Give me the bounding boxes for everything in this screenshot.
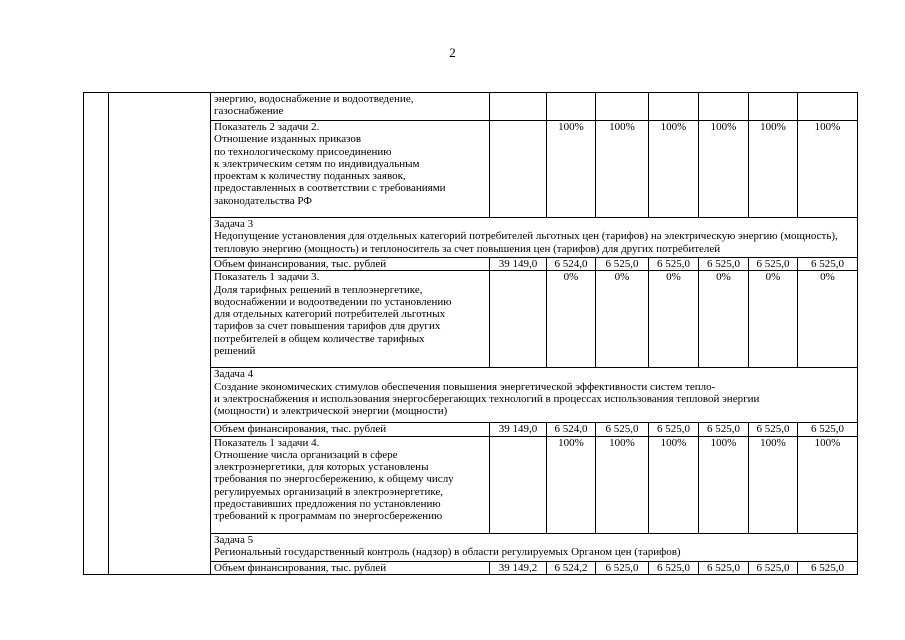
financing-value-cell: 6 525,0 [798, 258, 858, 271]
financing-value-cell: 39 149,0 [490, 423, 547, 436]
page-number: 2 [449, 45, 456, 60]
value-cell: 100% [596, 436, 649, 533]
value-cell: 100% [798, 121, 858, 218]
value-cell: 100% [699, 436, 749, 533]
financing-value-cell: 6 525,0 [649, 423, 699, 436]
value-cell: 0% [547, 271, 596, 368]
value-cell: 100% [547, 436, 596, 533]
financing-value-cell: 6 525,0 [699, 258, 749, 271]
financing-label-cell: Объем финансирования, тыс. рублей [211, 561, 490, 574]
indicator-text-cell: Показатель 2 задачи 2. Отношение изданных приказов по технологическому присоединению к электрическим сетям по индивидуальным проектам к количеству поданных заявок, предоставленных в соответствии с требованиями законодательства РФ [211, 121, 490, 218]
financing-value-cell: 6 524,0 [547, 258, 596, 271]
financing-value-cell: 39 149,2 [490, 561, 547, 574]
value-cell: 0% [649, 271, 699, 368]
financing-value-cell: 6 525,0 [798, 561, 858, 574]
financing-value-cell: 6 525,0 [749, 258, 798, 271]
value-cell: 100% [798, 436, 858, 533]
financing-value-cell: 6 524,0 [547, 423, 596, 436]
financing-value-cell: 39 149,0 [490, 258, 547, 271]
financing-value-cell: 6 525,0 [749, 561, 798, 574]
financing-label-cell: Объем финансирования, тыс. рублей [211, 423, 490, 436]
value-cell: 100% [649, 121, 699, 218]
task-heading-cell: Задача 5 Региональный государственный контроль (надзор) в области регулируемых Органом цен (тарифов) [211, 533, 858, 561]
financing-label-cell: Объем финансирования, тыс. рублей [211, 258, 490, 271]
value-cell: 0% [798, 271, 858, 368]
indicator-continuation-cell: энергию, водоснабжение и водоотведение, газоснабжение [211, 93, 490, 121]
value-cell: 100% [596, 121, 649, 218]
value-cell: 100% [547, 121, 596, 218]
financing-value-cell: 6 525,0 [596, 258, 649, 271]
financing-value-cell: 6 525,0 [699, 423, 749, 436]
financing-value-cell: 6 525,0 [649, 561, 699, 574]
financing-value-cell: 6 525,0 [649, 258, 699, 271]
financing-value-cell: 6 524,2 [547, 561, 596, 574]
value-cell: 0% [596, 271, 649, 368]
financing-value-cell: 6 525,0 [749, 423, 798, 436]
value-cell: 100% [749, 436, 798, 533]
value-cell: 100% [649, 436, 699, 533]
task-heading-cell: Задача 4 Создание экономических стимулов обеспечения повышения энергетической эффективности систем тепло- и электроснабжения и использования энергосберегающих технологий в процессах использования тепловой энергии (мощности) и электрической энергии (мощности) [211, 368, 858, 423]
financing-value-cell: 6 525,0 [596, 561, 649, 574]
value-cell: 100% [749, 121, 798, 218]
event-column-cell [109, 93, 211, 575]
financing-value-cell: 6 525,0 [699, 561, 749, 574]
financing-value-cell: 6 525,0 [596, 423, 649, 436]
indicator-text-cell: Показатель 1 задачи 3. Доля тарифных решений в теплоэнергетике, водоснабжении и водоотведении по установлению для отдельных категорий потребителей льготных тарифов за счет повышения тарифов для других потребителей в общем количестве тарифных решений [211, 271, 490, 368]
program-table [83, 92, 858, 575]
value-cell: 0% [749, 271, 798, 368]
value-cell: 100% [699, 121, 749, 218]
task-heading-cell: Задача 3 Недопущение установления для отдельных категорий потребителей льготных цен (тарифов) на электрическую энергию (мощность), тепловую энергию (мощность) и теплоноситель за счет повышения цен (тарифов) для других потребителей [211, 218, 858, 258]
value-cell: 0% [699, 271, 749, 368]
indicator-text-cell: Показатель 1 задачи 4. Отношение числа организаций в сфере электроэнергетики, для которых установлены требования по энергосбережению, к общему числу регулируемых организаций в электроэнергетике, предоставивших предложения по установлению требований к программам по энергосбережению [211, 436, 490, 533]
financing-value-cell: 6 525,0 [798, 423, 858, 436]
table-row [84, 93, 858, 121]
number-column-cell [84, 93, 109, 575]
